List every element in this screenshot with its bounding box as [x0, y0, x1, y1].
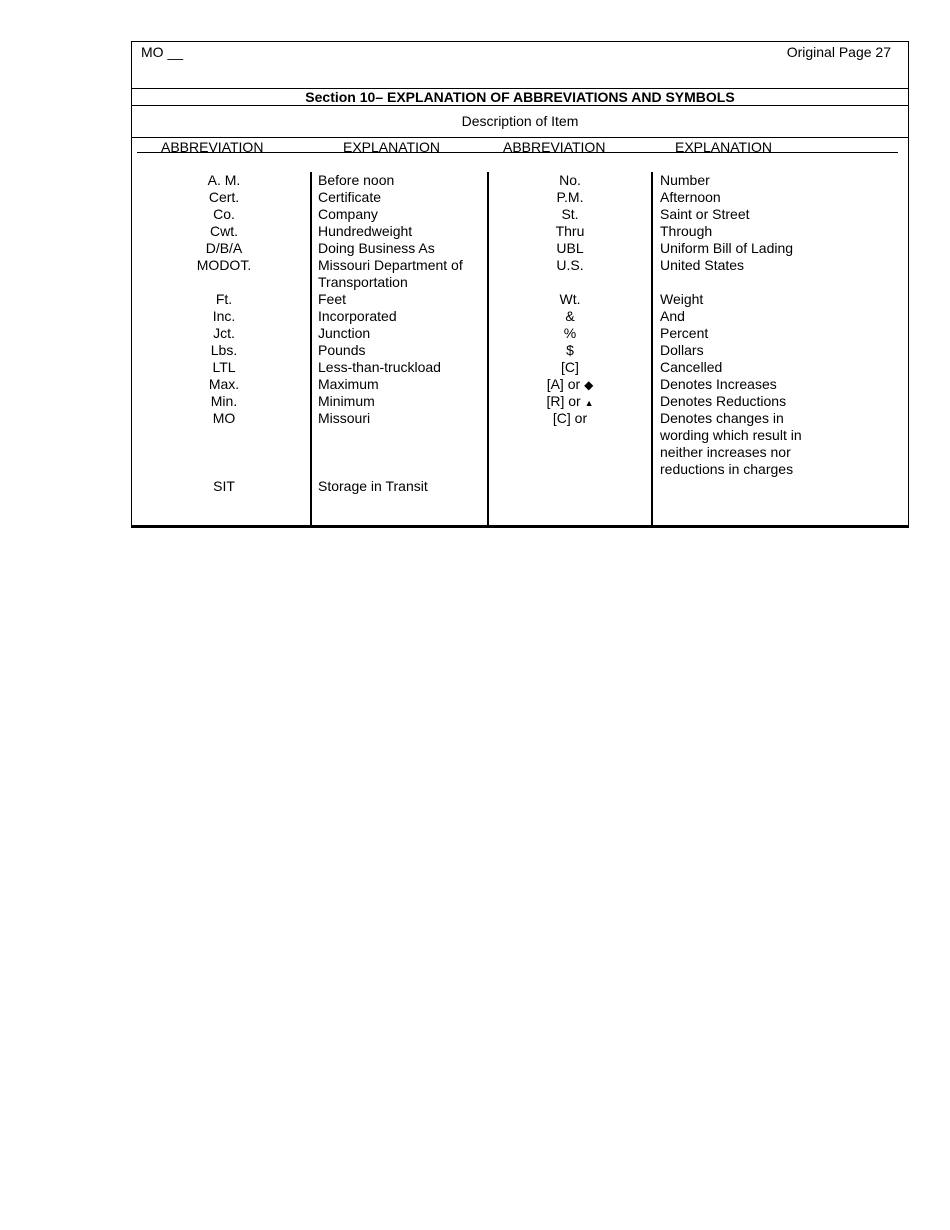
explanation: Before noon [318, 172, 395, 188]
explanation: Maximum [318, 376, 379, 392]
abbreviation: Min. [210, 393, 238, 409]
abbreviation: Lbs. [210, 342, 238, 358]
explanation: Denotes changes in [660, 410, 784, 426]
triangle-icon: ▲ [584, 398, 594, 408]
abbreviation: SIT [213, 478, 235, 494]
abbreviation: No. [559, 172, 581, 188]
abbreviation: A. M. [207, 172, 241, 188]
page-number: Original Page 27 [786, 44, 891, 60]
explanation: Through [660, 223, 713, 239]
abbreviation: [R] or [546, 393, 581, 409]
explanation: United States [660, 257, 745, 273]
explanation: Storage in Transit [318, 478, 428, 494]
explanation: Cancelled [660, 359, 723, 375]
column-divider [651, 172, 653, 525]
explanation: Dollars [660, 342, 704, 358]
explanation: Hundredweight [318, 223, 413, 239]
explanation: Denotes Increases [660, 376, 777, 392]
explanation: Minimum [318, 393, 375, 409]
explanation: Number [660, 172, 710, 188]
abbreviation: UBL [556, 240, 584, 256]
section-title: Section 10– EXPLANATION OF ABBREVIATIONS AND SYMBOLS [132, 88, 908, 106]
explanation: Percent [660, 325, 709, 341]
abbreviation: St. [561, 206, 579, 222]
abbreviation: MODOT. [196, 257, 252, 273]
explanation: Saint or Street [660, 206, 750, 222]
explanation: Denotes Reductions [660, 393, 787, 409]
explanation: Weight [660, 291, 704, 307]
abbreviation: Jct. [213, 325, 235, 341]
page-header [132, 42, 908, 89]
explanation: Junction [318, 325, 371, 341]
col-header-explanation-2: EXPLANATION [675, 139, 772, 153]
abbreviation: Inc. [212, 308, 236, 324]
explanation: And [660, 308, 685, 324]
abbreviation: Cwt. [210, 223, 238, 239]
explanation: neither increases nor [660, 444, 791, 460]
abbreviation: U.S. [556, 257, 584, 273]
abbreviation: Wt. [559, 291, 581, 307]
col-header-abbreviation-1: ABBREVIATION [161, 139, 264, 153]
explanation: Missouri [318, 410, 371, 426]
abbreviation: % [563, 325, 577, 341]
col-header-explanation-1: EXPLANATION [343, 139, 440, 153]
explanation: Missouri Department of [318, 257, 463, 273]
abbreviation: Ft. [215, 291, 233, 307]
explanation: Transportation [318, 274, 408, 290]
description-of-item: Description of Item [132, 106, 908, 138]
abbreviation: Thru [555, 223, 585, 239]
abbreviation: $ [566, 342, 574, 358]
explanation: Feet [318, 291, 347, 307]
abbreviation: [A] or [546, 376, 581, 392]
abbreviation: [C] [561, 359, 579, 375]
explanation: Incorporated [318, 308, 397, 324]
abbreviation: & [565, 308, 575, 324]
explanation: Company [318, 206, 378, 222]
diamond-icon: ◆ [584, 378, 594, 392]
column-divider [310, 172, 312, 525]
state-code: MO __ [141, 44, 184, 60]
abbreviation: P.M. [556, 189, 584, 205]
col-header-abbreviation-2: ABBREVIATION [503, 139, 606, 153]
abbreviation: Co. [213, 206, 235, 222]
abbreviation-with-symbol [520, 376, 620, 394]
explanation: wording which result in [660, 427, 802, 443]
explanation: Afternoon [660, 189, 721, 205]
abbreviation: [C] or [552, 410, 588, 426]
explanation: Uniform Bill of Lading [660, 240, 794, 256]
abbreviation: D/B/A [205, 240, 243, 256]
abbreviations-table [131, 41, 909, 528]
abbreviation: MO [212, 410, 236, 426]
column-divider [487, 172, 489, 525]
abbreviation: LTL [212, 359, 236, 375]
abbreviation: Max. [208, 376, 240, 392]
column-headers [137, 138, 898, 153]
explanation: Certificate [318, 189, 382, 205]
explanation: reductions in charges [660, 461, 794, 477]
abbreviation: Cert. [208, 189, 240, 205]
explanation: Doing Business As [318, 240, 435, 256]
explanation: Less-than-truckload [318, 359, 441, 375]
explanation: Pounds [318, 342, 366, 358]
